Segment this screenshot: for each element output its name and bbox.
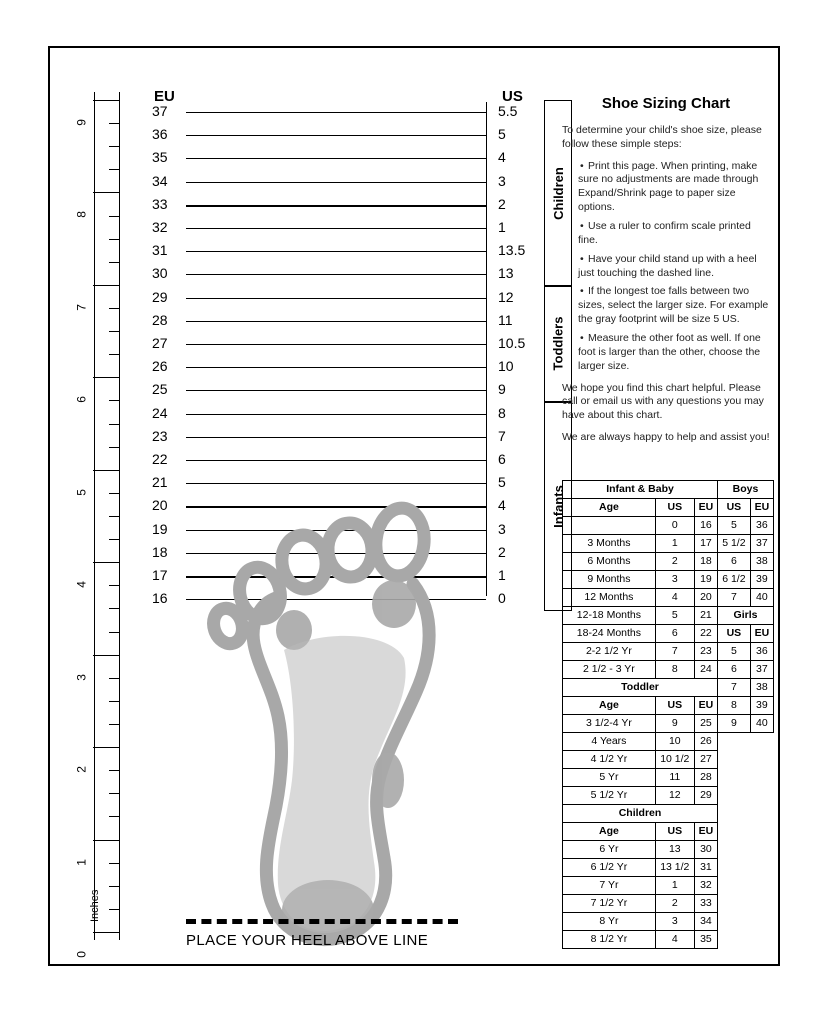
children-table-row-cell: 30: [694, 841, 717, 859]
us-size-label: 8: [498, 404, 506, 421]
girls-table-row-cell: 40: [750, 715, 773, 733]
ruler-tick-minor: [109, 724, 119, 725]
heel-dashed-line: [186, 919, 458, 924]
us-size-label: 10: [498, 358, 514, 375]
toddler-table-header-cell: US: [655, 697, 694, 715]
children-table-row-cell: 1: [655, 877, 694, 895]
infant-table-row-cell: 5: [655, 607, 694, 625]
infant-table-row-cell: 24: [694, 661, 717, 679]
girls-table-row-cell: 7: [718, 679, 751, 697]
ruler-tick-minor: [109, 632, 119, 633]
eu-size-label: 27: [152, 335, 168, 351]
infant-table-row-cell: 2: [655, 553, 694, 571]
girls-table-header-cell: US: [718, 625, 751, 643]
children-table-row-cell: 13: [655, 841, 694, 859]
eu-size-label: 26: [152, 358, 168, 375]
table-empty-cell: [718, 841, 774, 859]
girls-table-row-cell: 39: [750, 697, 773, 715]
instructions-title: Shoe Sizing Chart: [601, 95, 731, 112]
infant-table-header-cell: Age: [563, 499, 656, 517]
toddler-table-row-cell: 27: [694, 751, 717, 769]
us-size-label: 5: [498, 126, 506, 143]
eu-size-label: 37: [152, 103, 168, 119]
us-size-label: 3: [498, 172, 506, 189]
boys-table-row-cell: 38: [750, 553, 773, 571]
us-size-label: 7: [498, 427, 506, 444]
ruler-tick-label: 4: [75, 581, 89, 588]
table-row: [563, 679, 774, 697]
ruler-tick-major: [93, 840, 119, 841]
infant-table-row-cell: 7: [655, 643, 694, 661]
table-row: [563, 769, 774, 787]
table-row: [563, 787, 774, 805]
ruler-tick-label: 7: [75, 303, 89, 311]
us-size-label: 10.5: [498, 335, 526, 351]
infant-table-row-cell: 17: [694, 535, 717, 553]
boys-table-row-cell: 37: [750, 535, 773, 553]
children-table-row-cell: 6 Yr: [563, 841, 656, 859]
ruler-tick-major: [93, 562, 119, 563]
us-size-label: 1: [498, 567, 506, 583]
ruler-tick-major: [93, 932, 119, 933]
ruler-tick-minor: [109, 308, 119, 309]
children-table-header-cell: US: [655, 823, 694, 841]
table-empty-cell: [718, 895, 774, 913]
instruction-bullet: • Have your child stand up with a heel just touching the dashed line.: [578, 253, 770, 281]
instruction-bullet: • Measure the other foot as well. If one foot is larger than the other, choose the larger size.: [578, 332, 770, 374]
size-rule-line: [186, 274, 486, 275]
table-row: [563, 913, 774, 931]
eu-size-label: 34: [152, 172, 168, 189]
eu-size-label: 32: [152, 219, 168, 235]
ruler-tick-minor: [109, 516, 119, 517]
infant-table-row-cell: 2-2 1/2 Yr: [563, 643, 656, 661]
size-rule-line: [186, 460, 486, 461]
toddler-table-row-cell: 9: [655, 715, 694, 733]
us-size-label: 13.5: [498, 242, 526, 259]
boys-table-header-cell: US: [718, 499, 751, 517]
children-table-row-cell: 8 1/2 Yr: [563, 931, 656, 949]
table-row: [563, 481, 774, 499]
ruler-tick-major: [93, 285, 119, 286]
ruler-tick-label: 3: [75, 673, 89, 681]
infant-table-row-cell: 22: [694, 625, 717, 643]
table-empty-cell: [718, 913, 774, 931]
infant-table-row-cell: 6: [655, 625, 694, 643]
children-table-row-cell: 32: [694, 877, 717, 895]
toddler-table-row-cell: 28: [694, 769, 717, 787]
table-empty-cell: [718, 769, 774, 787]
table-row: [563, 697, 774, 715]
boys-table-title: Boys: [718, 481, 774, 499]
us-size-label: 0: [498, 590, 506, 607]
table-row: [563, 535, 774, 553]
ruler-tick-minor: [109, 585, 119, 586]
ruler-tick-major: [93, 377, 119, 378]
infant-table-row-cell: 3: [655, 571, 694, 589]
infant-table-row-cell: 21: [694, 607, 717, 625]
ruler-tick-minor: [109, 608, 119, 609]
table-row: [563, 499, 774, 517]
size-rule-line: [186, 158, 486, 159]
table-empty-cell: [718, 823, 774, 841]
eu-size-label: 20: [152, 497, 168, 514]
girls-table-row-cell: 36: [750, 643, 773, 661]
ruler-tick-minor: [109, 216, 119, 217]
eu-column-header: EU: [154, 88, 175, 105]
toddler-table-header-cell: Age: [563, 697, 656, 715]
infant-table-row-cell: 23: [694, 643, 717, 661]
ruler-tick-label: 6: [75, 396, 89, 404]
instruction-bullet: • Use a ruler to confirm scale printed fine.: [578, 220, 770, 248]
boys-table-row-cell: 5 1/2: [718, 535, 751, 553]
children-table-row-cell: 31: [694, 859, 717, 877]
ruler-tick-major: [93, 192, 119, 193]
size-rule-line: [186, 344, 486, 345]
ruler-tick-minor: [109, 146, 119, 147]
ruler-tick-minor: [109, 539, 119, 540]
us-size-label: 6: [498, 451, 506, 467]
eu-size-label: 17: [152, 567, 168, 583]
size-rule-line: [186, 112, 486, 113]
ruler-tick-major: [93, 100, 119, 101]
ruler-tick-minor: [109, 239, 119, 240]
eu-size-label: 29: [152, 288, 168, 305]
instruction-bullet: • Print this page. When printing, make sure no adjustments are made through Expand/Shrink page to paper size options.: [578, 160, 770, 215]
children-table-row-cell: 34: [694, 913, 717, 931]
inch-ruler: [75, 92, 120, 958]
ruler-tick-minor: [109, 793, 119, 794]
instructions-panel: [562, 94, 770, 453]
ruler-tick-major: [93, 470, 119, 471]
infant-table-row-cell: 12-18 Months: [563, 607, 656, 625]
size-category-label: Toddlers: [550, 317, 566, 371]
ruler-tick-label: 0: [75, 951, 89, 958]
table-row: [563, 625, 774, 643]
infant-table-row-cell: 4: [655, 589, 694, 607]
table-empty-cell: [718, 931, 774, 949]
children-table-row-cell: 35: [694, 931, 717, 949]
ruler-tick-minor: [109, 123, 119, 124]
table-empty-cell: [718, 787, 774, 805]
instructions-intro: To determine your child's shoe size, please follow these simple steps:: [562, 123, 762, 150]
us-size-label: 13: [498, 265, 514, 282]
us-size-label: 5.5: [498, 103, 518, 119]
eu-size-label: 16: [152, 590, 168, 607]
table-row: [563, 877, 774, 895]
eu-size-label: 25: [152, 381, 168, 398]
us-size-label: 12: [498, 288, 514, 305]
children-table-header-cell: Age: [563, 823, 656, 841]
girls-table-row-cell: 5: [718, 643, 751, 661]
table-row: [563, 841, 774, 859]
ruler-tick-major: [93, 747, 119, 748]
toddler-table-row-cell: 5 1/2 Yr: [563, 787, 656, 805]
toddler-table-row-cell: 4 1/2 Yr: [563, 751, 656, 769]
infant-table-title: Infant & Baby: [563, 481, 718, 499]
toddler-table-row-cell: 4 Years: [563, 733, 656, 751]
infant-table-row-cell: 18-24 Months: [563, 625, 656, 643]
eu-size-label: 19: [152, 520, 168, 537]
eu-size-label: 21: [152, 474, 168, 491]
size-rule-line: [186, 390, 486, 391]
ruler-tick-minor: [109, 169, 119, 170]
ruler-tick-minor: [109, 909, 119, 910]
girls-table-row-cell: 38: [750, 679, 773, 697]
us-size-label: 2: [498, 195, 506, 212]
girls-table-row-cell: 9: [718, 715, 751, 733]
children-table-row-cell: 7 Yr: [563, 877, 656, 895]
children-table-row-cell: 8 Yr: [563, 913, 656, 931]
toddler-table-title: Toddler: [563, 679, 718, 697]
children-table-row-cell: 13 1/2: [655, 859, 694, 877]
infant-table-row-cell: 20: [694, 589, 717, 607]
eu-size-label: 31: [152, 242, 168, 259]
ruler-tick-minor: [109, 770, 119, 771]
size-category-label: Infants: [550, 485, 566, 528]
us-size-label: 3: [498, 520, 506, 537]
ruler-tick-minor: [109, 331, 119, 332]
toddler-table-row-cell: 12: [655, 787, 694, 805]
size-rule-line: [186, 298, 486, 299]
table-row: [563, 571, 774, 589]
children-table-row-cell: 3: [655, 913, 694, 931]
footprint-graphic: [198, 480, 458, 950]
infant-table-row-cell: 3 Months: [563, 535, 656, 553]
infant-table-row-cell: 9 Months: [563, 571, 656, 589]
us-size-label: 4: [498, 149, 506, 166]
children-table-row-cell: 6 1/2 Yr: [563, 859, 656, 877]
infant-table-row-cell: 6 Months: [563, 553, 656, 571]
ruler-tick-label: 5: [75, 488, 89, 496]
children-table-title: Children: [563, 805, 718, 823]
toddler-table-row-cell: 25: [694, 715, 717, 733]
table-row: [563, 715, 774, 733]
ruler-tick-label: 8: [75, 211, 89, 219]
girls-table-title: Girls: [718, 607, 774, 625]
table-empty-cell: [718, 733, 774, 751]
infant-table-row-cell: 2 1/2 - 3 Yr: [563, 661, 656, 679]
instruction-bullet: • If the longest toe falls between two sizes, select the larger size. For example the gray footprint will be size 5 US.: [578, 285, 770, 327]
toddler-table-row-cell: 10: [655, 733, 694, 751]
table-empty-cell: [718, 877, 774, 895]
boys-table-row-cell: 7: [718, 589, 751, 607]
table-row: [563, 805, 774, 823]
us-column-header: US: [502, 88, 523, 105]
size-rule-line: [186, 251, 486, 252]
size-rule-line: [186, 205, 486, 207]
infant-table-header-cell: US: [655, 499, 694, 517]
eu-size-label: 36: [152, 126, 168, 143]
eu-size-label: 35: [152, 149, 168, 166]
eu-size-label: 28: [152, 311, 168, 328]
eu-size-label: 24: [152, 404, 168, 421]
ruler-tick-minor: [109, 493, 119, 494]
table-row: [563, 823, 774, 841]
ruler-tick-label: 9: [75, 119, 89, 126]
girls-table-row-cell: 6: [718, 661, 751, 679]
size-rule-line: [186, 135, 486, 136]
table-empty-cell: [718, 751, 774, 769]
size-rule-line: [186, 414, 486, 415]
girls-table-header-cell: EU: [750, 625, 773, 643]
ruler-tick-minor: [109, 863, 119, 864]
boys-table-row-cell: 36: [750, 517, 773, 535]
children-table-header-cell: EU: [694, 823, 717, 841]
instructions-closing-1: We hope you find this chart helpful. Please call or email us with any questions you may have about this chart.: [562, 381, 764, 422]
table-row: [563, 895, 774, 913]
toddler-table-row-cell: 3 1/2-4 Yr: [563, 715, 656, 733]
children-table-row-cell: 33: [694, 895, 717, 913]
infant-table-row-cell: 16: [694, 517, 717, 535]
ruler-tick-minor: [109, 424, 119, 425]
us-size-label: 2: [498, 543, 506, 560]
us-size-label: 4: [498, 497, 506, 514]
ruler-tick-minor: [109, 447, 119, 448]
ruler-tick-minor: [109, 354, 119, 355]
toddler-table-row-cell: 29: [694, 787, 717, 805]
table-row: [563, 931, 774, 949]
toddler-table-row-cell: 10 1/2: [655, 751, 694, 769]
children-table-row-cell: 2: [655, 895, 694, 913]
eu-size-label: 22: [152, 451, 168, 467]
us-column-divider: [486, 102, 487, 596]
toddler-table-row-cell: 11: [655, 769, 694, 787]
ruler-tick-minor: [109, 262, 119, 263]
toddler-table-row-cell: 26: [694, 733, 717, 751]
infant-table-header-cell: EU: [694, 499, 717, 517]
boys-table-row-cell: 6 1/2: [718, 571, 751, 589]
ruler-tick-minor: [109, 400, 119, 401]
ruler-tick-major: [93, 655, 119, 656]
toddler-table-row-cell: 5 Yr: [563, 769, 656, 787]
infant-table-row-cell: 8: [655, 661, 694, 679]
infant-table-row-cell: 12 Months: [563, 589, 656, 607]
toddler-table-header-cell: EU: [694, 697, 717, 715]
size-rule-line: [186, 437, 486, 438]
girls-table-row-cell: 8: [718, 697, 751, 715]
table-row: [563, 589, 774, 607]
boys-table-header-cell: EU: [750, 499, 773, 517]
us-size-label: 9: [498, 381, 506, 398]
boys-table-row-cell: 39: [750, 571, 773, 589]
table-row: [563, 733, 774, 751]
eu-size-label: 18: [152, 543, 168, 560]
sizing-chart-page: [48, 46, 780, 966]
infant-table-row-cell: 18: [694, 553, 717, 571]
infant-table-row-cell: [563, 517, 656, 535]
eu-size-label: 33: [152, 195, 168, 212]
ruler-tick-minor: [109, 886, 119, 887]
infant-table-row-cell: 0: [655, 517, 694, 535]
size-rule-line: [186, 182, 486, 183]
table-row: [563, 661, 774, 679]
size-rule-line: [186, 228, 486, 229]
infant-table-row-cell: 19: [694, 571, 717, 589]
table-row: [563, 751, 774, 769]
eu-size-label: 30: [152, 265, 168, 282]
instructions-closing-2: We are always happy to help and assist you!: [562, 431, 770, 444]
ruler-tick-minor: [109, 701, 119, 702]
table-empty-cell: [718, 805, 774, 823]
table-row: [563, 553, 774, 571]
ruler-tick-minor: [109, 678, 119, 679]
boys-table-row-cell: 40: [750, 589, 773, 607]
size-rule-line: [186, 321, 486, 322]
us-size-label: 5: [498, 474, 506, 491]
girls-table-row-cell: 37: [750, 661, 773, 679]
boys-table-row-cell: 5: [718, 517, 751, 535]
boys-table-row-cell: 6: [718, 553, 751, 571]
table-row: [563, 643, 774, 661]
infant-table-row-cell: 1: [655, 535, 694, 553]
table-row: [563, 859, 774, 877]
instructions-bullet-list: [562, 160, 770, 374]
table-row: [563, 517, 774, 535]
combined-size-table: [562, 480, 774, 949]
size-rule-line: [186, 367, 486, 368]
size-category-label: Children: [550, 166, 566, 220]
us-size-label: 11: [498, 311, 513, 328]
ruler-unit-label: Inches: [89, 889, 101, 922]
ruler-tick-label: 2: [75, 766, 89, 773]
table-row: [563, 607, 774, 625]
us-size-label: 1: [498, 219, 506, 235]
ruler-tick-minor: [109, 816, 119, 817]
children-table-row-cell: 7 1/2 Yr: [563, 895, 656, 913]
size-conversion-tables: [562, 480, 774, 949]
table-empty-cell: [718, 859, 774, 877]
ruler-tick-label: 1: [75, 858, 89, 866]
eu-size-label: 23: [152, 427, 168, 444]
children-table-row-cell: 4: [655, 931, 694, 949]
heel-instruction-text: PLACE YOUR HEEL ABOVE LINE: [186, 932, 429, 949]
